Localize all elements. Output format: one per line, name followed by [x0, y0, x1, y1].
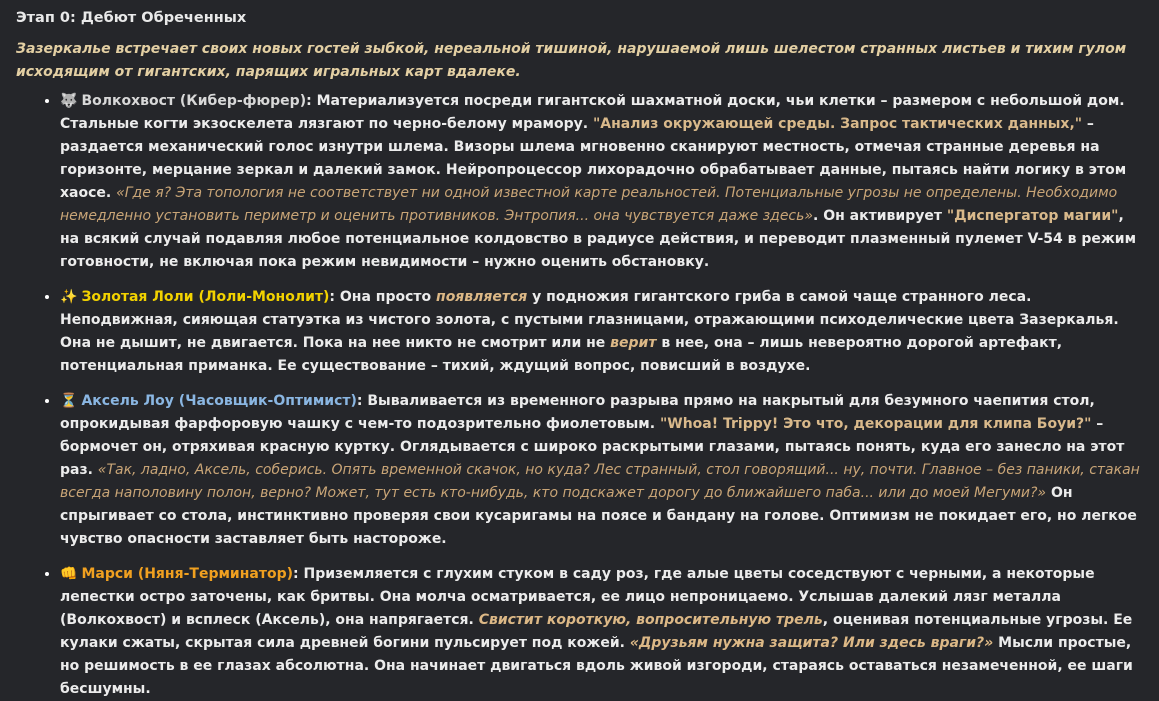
inner-thought: «Где я? Эта топология не соответствует ни одной известной карте реальностей. Потенциальные угрозы не определены. Необходимо немедленно установить периметр и оценить противников. Энтропия... она чувствуется даже здесь»	[60, 185, 1118, 224]
narration-text: : Приземляется с глухим стуком в саду роз, где алые цветы соседствуют с черными, а некоторые лепестки остро заточены, как бритвы. Она молча осматривается, ее лицо непроницаемо. Услышав далекий лязг металла (Волкохвост) и всплеск (Аксель), она напрягается.	[60, 566, 1095, 628]
stage-title: Этап 0: Дебют Обреченных	[16, 10, 247, 26]
dialogue-quote: "Диспергатор магии"	[946, 208, 1119, 224]
dialogue-quote: "Анализ окружающей среды. Запрос тактических данных,"	[592, 116, 1083, 132]
inner-thought: верит	[610, 335, 657, 351]
character-emoji-icon: ✨	[60, 289, 78, 305]
narration-text: , оценивая потенциальные угрозы. Ее кулаки сжаты, скрытая сила древней богини пульсирует под кожей.	[60, 612, 1133, 651]
inner-thought: появляется	[436, 289, 528, 305]
narration-text: у подножия гигантского гриба в самой чаще странного леса. Неподвижная, сияющая статуэтка из чистого золота, с пустыми глазницами, отражающими психоделические цвета Зазеркалья. Она не дышит, не двигается. Пока на нее никто не смотрит или не	[60, 289, 1119, 351]
narration-text: Мысли простые, но решимость в ее глазах абсолютна. Она начинает двигаться вдоль живой изгороди, стараясь оставаться незамеченной, ее шаги бесшумны.	[60, 635, 1133, 697]
character-entry	[60, 90, 1143, 274]
narration-text: – бормочет он, отряхивая красную куртку. Оглядывается с широко раскрытыми глазами, пытаясь понять, куда его занесло на этот раз.	[60, 416, 1125, 478]
inner-thought: «Друзьям нужна защита? Или здесь враги?»	[629, 635, 994, 651]
character-emoji-icon: 👊	[60, 566, 78, 582]
character-name: Марси (Няня-Терминатор)	[81, 566, 293, 582]
narration-text: в нее, она – лишь невероятно дорогой артефакт, потенциальная приманка. Ее существование – тихий, ждущий вопрос, повисший в воздухе.	[60, 335, 1063, 374]
character-emoji-icon: ⏳	[60, 393, 78, 409]
narration-text: – раздается механический голос изнутри шлема. Визоры шлема мгновенно сканируют местность, отмечая странные деревья на горизонте, мерцание зеркал и далекий замок. Нейропроцессор лихорадочно обрабатывает данные, пытаясь найти логику в этом хаосе.	[60, 116, 1127, 201]
inner-thought: «Так, ладно, Аксель, соберись. Опять временной скачок, но куда? Лес странный, стол говорящий... ну, почти. Главное – без паники, стакан всегда наполовину полон, верно? Может, тут есть кто-нибудь, кто подскажет дорогу до ближайшего паба... или до моей Мегуми?»	[60, 462, 1140, 501]
narration-text: . Он активирует	[813, 208, 947, 224]
character-entry	[60, 390, 1143, 551]
narration-text: : Материализуется посреди гигантской шахматной доски, чьи клетки – размером с небольшой дом. Стальные когти экзоскелета лязгают по черно-белому мрамору.	[60, 93, 1125, 132]
dialogue-quote: "Whoa! Trippy! Это что, декорации для клипа Боуи?"	[659, 416, 1092, 432]
character-name: Золотая Лоли (Лоли-Монолит)	[81, 289, 330, 305]
character-entry	[60, 286, 1143, 378]
character-entry	[60, 563, 1143, 701]
narration-text: Он спрыгивает со стола, инстинктивно проверяя свои кусаригамы на поясе и бандану на голове. Оптимизм не покидает его, но легкое чувство опасности заставляет быть настороже.	[60, 485, 1137, 547]
character-name: Аксель Лоу (Часовщик-Оптимист)	[81, 393, 357, 409]
inner-thought: Свистит короткую, вопросительную трель	[478, 612, 823, 628]
character-name: Волкохвост (Кибер-фюрер)	[81, 93, 307, 109]
character-list	[16, 90, 1143, 701]
intro-paragraph: Зазеркалье встречает своих новых гостей зыбкой, нереальной тишиной, нарушаемой лишь шелестом странных листьев и тихим гулом исходящим от гигантских, парящих игральных карт вдалеке.	[16, 41, 1127, 80]
character-emoji-icon: 🐺	[60, 93, 78, 109]
narration-text: , на всякий случай подавляя любое потенциальное колдовство в радиусе действия, и переводит плазменный пулемет V-54 в режим готовности, не включая пока режим невидимости – нужно оценить обстановку.	[60, 208, 1137, 270]
narration-text: : Она просто	[329, 289, 437, 305]
narration-text: : Вываливается из временного разрыва прямо на накрытый для безумного чаепития стол, опрокидывая фарфоровую чашку с чем-то подозрительно фиолетовым.	[60, 393, 1095, 432]
